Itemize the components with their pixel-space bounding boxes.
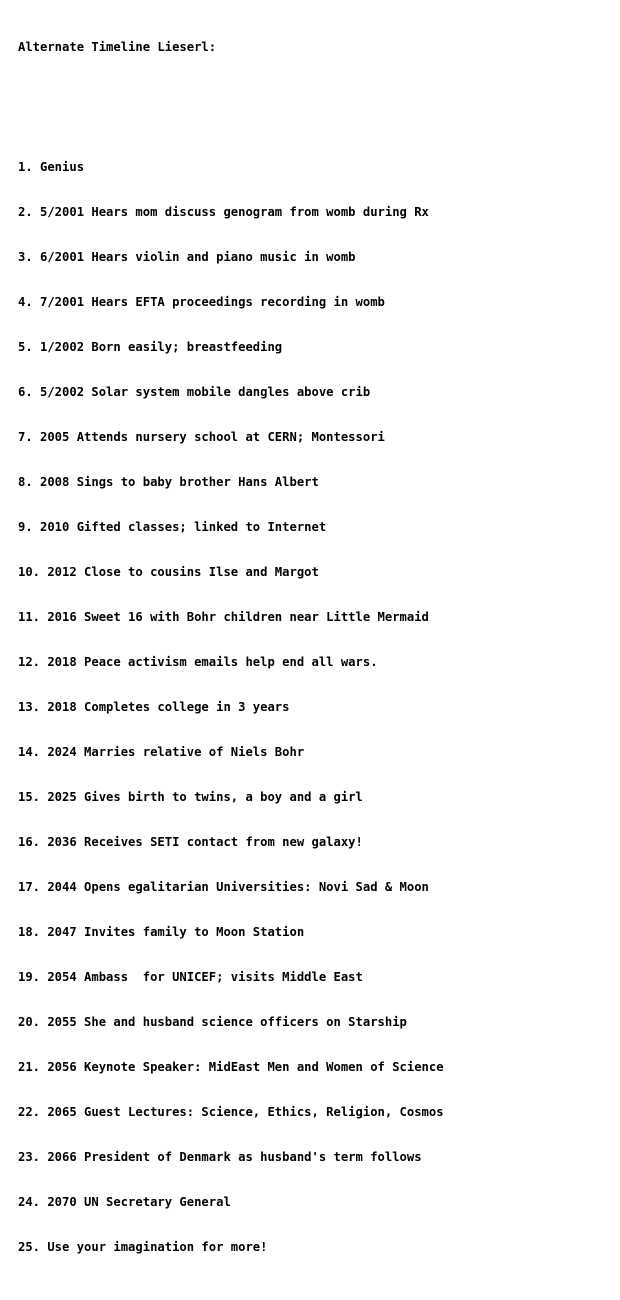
list-item: 17. 2044 Opens egalitarian Universities: Novi Sad & Moon — [18, 880, 429, 894]
list-item: 18. 2047 Invites family to Moon Station — [18, 925, 305, 939]
timeline-list — [18, 130, 444, 1285]
list-item: 4. 7/2001 Hears EFTA proceedings recording in womb — [18, 295, 385, 309]
list-item: 15. 2025 Gives birth to twins, a boy and a girl — [18, 790, 363, 804]
list-item: 8. 2008 Sings to baby brother Hans Albert — [18, 475, 319, 489]
list-item: 16. 2036 Receives SETI contact from new galaxy! — [18, 835, 363, 849]
blank-line — [18, 85, 444, 100]
list-item: 24. 2070 UN Secretary General — [18, 1195, 231, 1209]
list-item: 1. Genius — [18, 160, 85, 174]
list-item: 21. 2056 Keynote Speaker: MidEast Men and Women of Science — [18, 1060, 444, 1074]
list-item: 10. 2012 Close to cousins Ilse and Margot — [18, 565, 319, 579]
list-item: 2. 5/2001 Hears mom discuss genogram from womb during Rx — [18, 205, 429, 219]
list-item: 5. 1/2002 Born easily; breastfeeding — [18, 340, 283, 354]
list-item: 13. 2018 Completes college in 3 years — [18, 700, 290, 714]
list-item: 3. 6/2001 Hears violin and piano music in womb — [18, 250, 356, 264]
list-item: 12. 2018 Peace activism emails help end all wars. — [18, 655, 378, 669]
list-item: 20. 2055 She and husband science officers on Starship — [18, 1015, 407, 1029]
list-item: 11. 2016 Sweet 16 with Bohr children near Little Mermaid — [18, 610, 429, 624]
list-item: 6. 5/2002 Solar system mobile dangles above crib — [18, 385, 371, 399]
list-item: 19. 2054 Ambass for UNICEF; visits Middle East — [18, 970, 363, 984]
list-item: 7. 2005 Attends nursery school at CERN; Montessori — [18, 430, 385, 444]
list-item: 25. Use your imagination for more! — [18, 1240, 268, 1254]
document-body — [18, 10, 444, 1300]
list-item: 22. 2065 Guest Lectures: Science, Ethics, Religion, Cosmos — [18, 1105, 444, 1119]
list-item: 23. 2066 President of Denmark as husband's term follows — [18, 1150, 422, 1164]
list-item: 14. 2024 Marries relative of Niels Bohr — [18, 745, 305, 759]
list-item: 9. 2010 Gifted classes; linked to Internet — [18, 520, 327, 534]
document-title: Alternate Timeline Lieserl: — [18, 40, 217, 54]
